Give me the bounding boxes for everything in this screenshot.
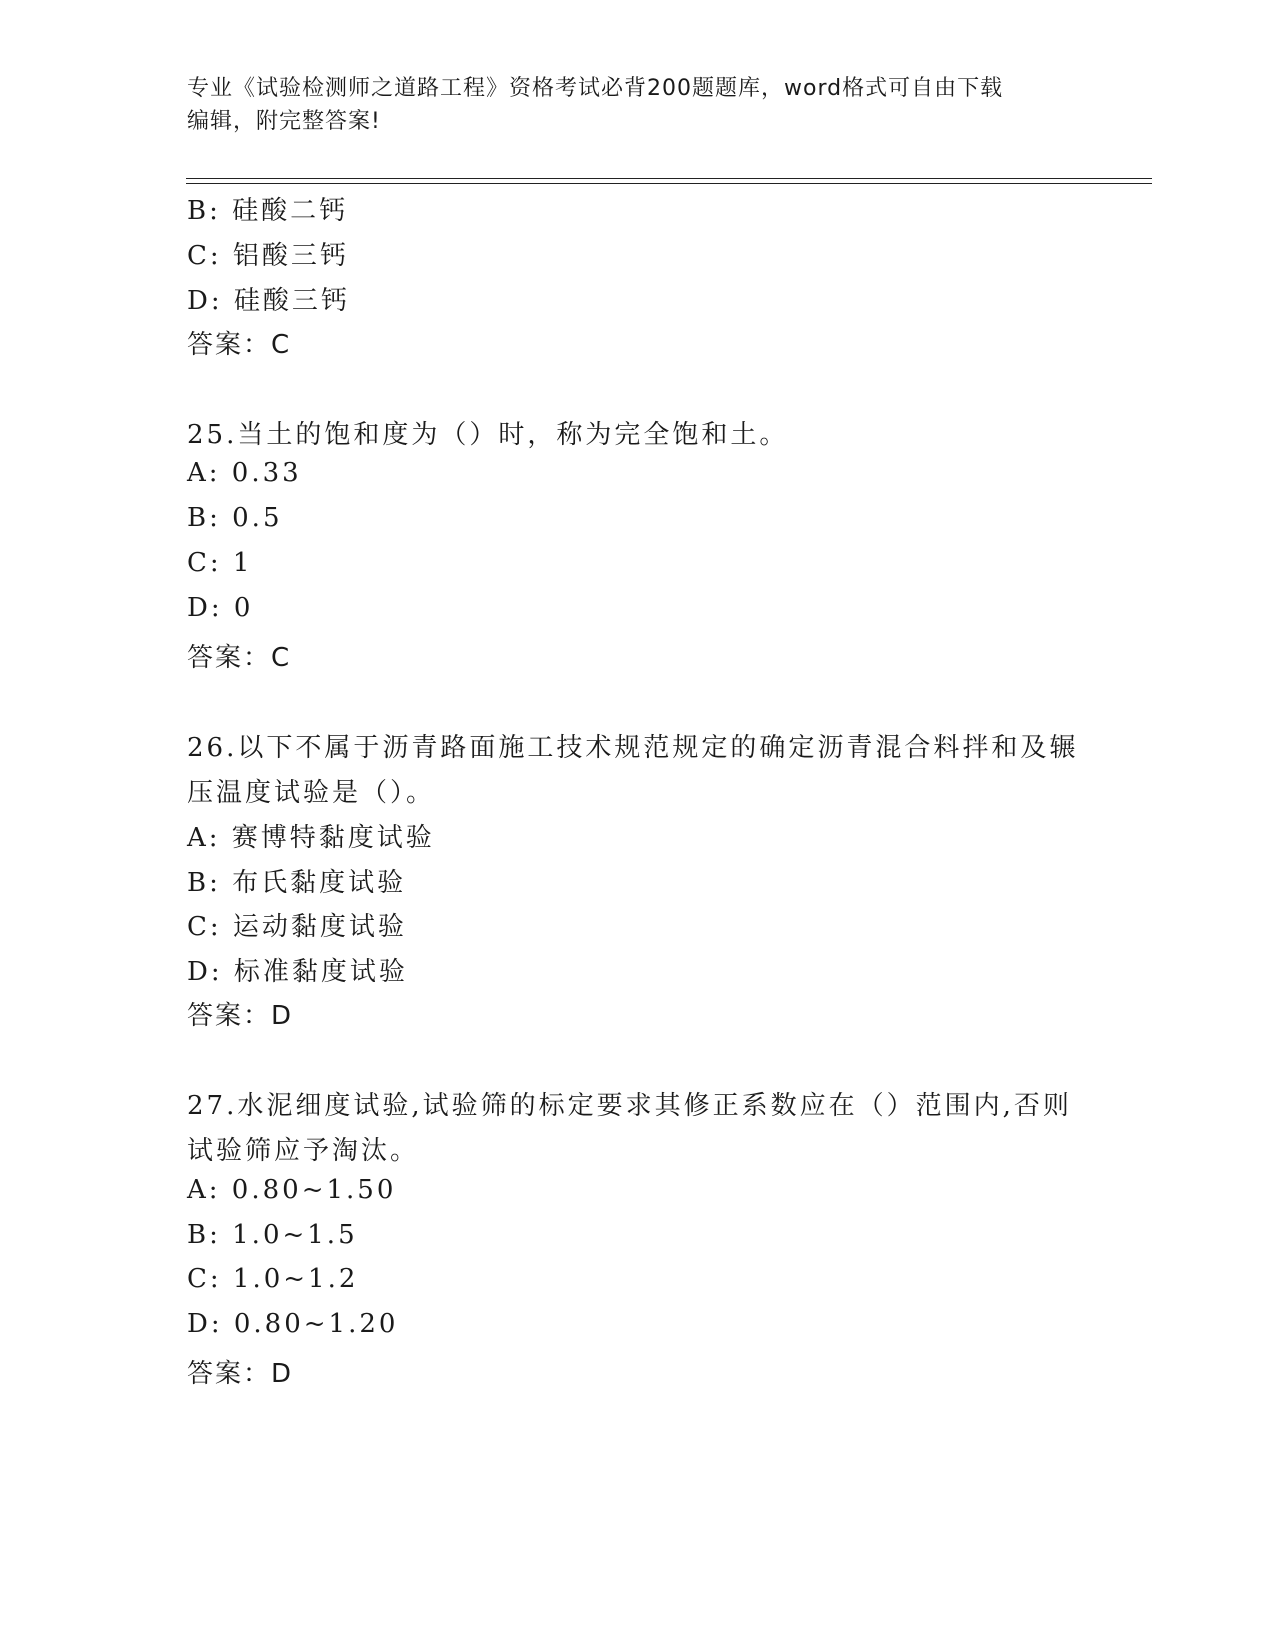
option-d: D: 标准黏度试验 <box>187 957 408 987</box>
header-line-1: 专业《试验检测师之道路工程》资格考试必背200题题库，word格式可自由下载 <box>187 76 1004 101</box>
header-divider-bottom <box>186 183 1152 184</box>
question-stem-line-2: 试验筛应予淘汰。 <box>187 1136 420 1166</box>
option-a: A: 0.80~1.50 <box>187 1175 397 1205</box>
option-b: B: 0.5 <box>187 503 283 533</box>
header-divider-top <box>186 178 1152 179</box>
document-header <box>187 72 1087 138</box>
option-b: B: 布氏黏度试验 <box>187 868 407 898</box>
answer-label: 答案：D <box>187 1001 294 1031</box>
answer-label: 答案：D <box>187 1359 294 1389</box>
answer-label: 答案：C <box>187 330 292 360</box>
option-d: D: 0.80~1.20 <box>187 1309 399 1339</box>
question-stem: 25.当土的饱和度为（）时，称为完全饱和土。 <box>187 420 789 450</box>
option-b: B: 硅酸二钙 <box>187 196 349 226</box>
question-stem-line-1: 27.水泥细度试验,试验筛的标定要求其修正系数应在（）范围内,否则 <box>187 1091 1072 1121</box>
option-d: D: 0 <box>187 593 254 623</box>
option-c: C: 运动黏度试验 <box>187 912 407 942</box>
option-b: B: 1.0~1.5 <box>187 1220 358 1250</box>
question-stem-line-1: 26.以下不属于沥青路面施工技术规范规定的确定沥青混合料拌和及辗 <box>187 733 1079 763</box>
header-line-2: 编辑，附完整答案! <box>187 109 381 134</box>
option-d: D: 硅酸三钙 <box>187 286 350 316</box>
answer-label: 答案：C <box>187 643 292 673</box>
option-a: A: 赛博特黏度试验 <box>187 823 435 853</box>
option-a: A: 0.33 <box>187 458 302 488</box>
question-stem-line-2: 压温度试验是（）。 <box>187 778 436 808</box>
option-c: C: 铝酸三钙 <box>187 241 349 271</box>
option-c: C: 1.0~1.2 <box>187 1264 359 1294</box>
option-c: C: 1 <box>187 548 253 578</box>
